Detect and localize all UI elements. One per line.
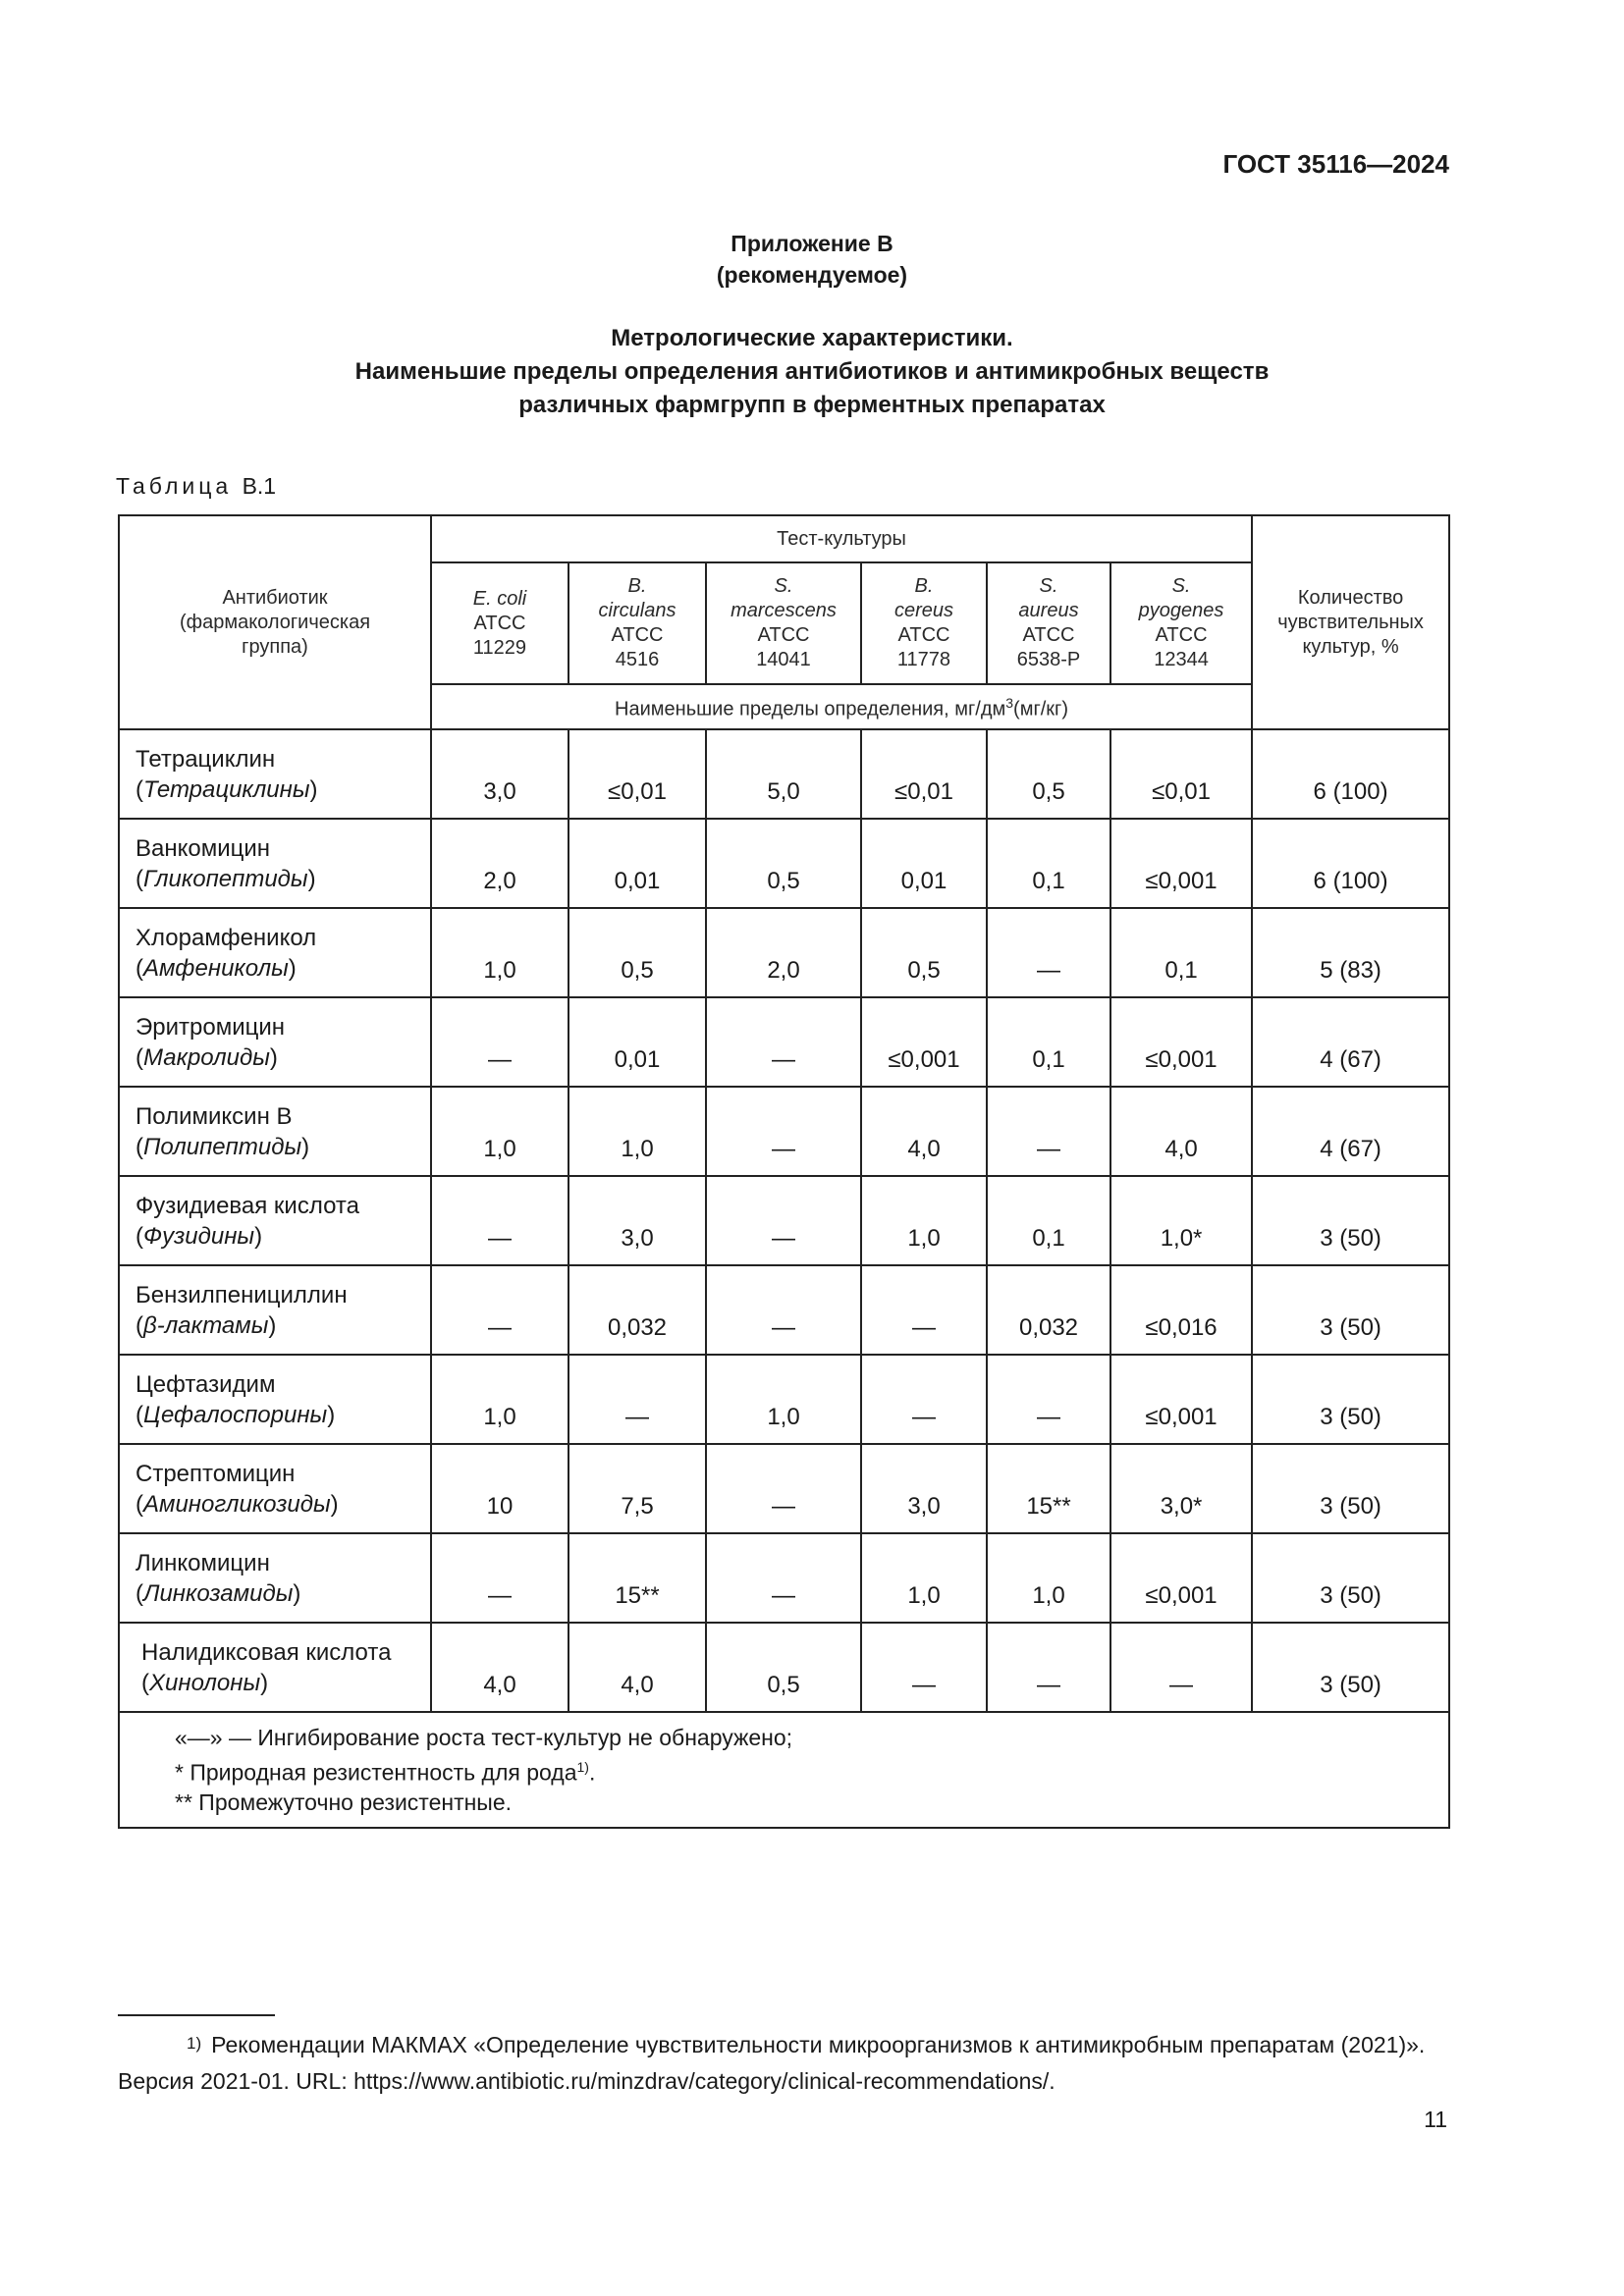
limit-value-cell: — [987, 908, 1110, 997]
title-line-2: Наименьшие пределы определения антибиотиков и антимикробных веществ [354, 358, 1270, 385]
table-row [119, 1087, 1449, 1176]
antibiotic-cell [119, 1176, 431, 1265]
limit-value-cell: ≤0,001 [861, 997, 987, 1087]
limit-value-cell: 0,5 [861, 908, 987, 997]
antibiotic-name: Хлорамфеникол [135, 924, 317, 951]
antibiotic-group: (Фузидины) [135, 1222, 263, 1250]
limit-value-cell: 0,5 [568, 908, 706, 997]
note-natural-resistance: * Природная резистентность для рода$^{1)}$. [175, 1759, 596, 1786]
limit-value-cell: 5,0 [706, 729, 861, 819]
antibiotic-cell [119, 729, 431, 819]
table-row [119, 908, 1449, 997]
limit-value-cell: ≤0,01 [568, 729, 706, 819]
limit-value-cell: — [987, 1087, 1110, 1176]
annex-heading [0, 228, 1624, 291]
antibiotic-name: Стрептомицин [135, 1460, 296, 1487]
limit-value-cell: 0,1 [1110, 908, 1252, 997]
antibiotic-name: Эритромицин [135, 1013, 286, 1041]
limit-value-cell: 1,0 [861, 1176, 987, 1265]
table-row [119, 819, 1449, 908]
limit-value-cell: — [706, 1444, 861, 1533]
table-row [119, 729, 1449, 819]
table-row [119, 1623, 1449, 1712]
antibiotic-name: Фузидиевая кислота [135, 1192, 359, 1219]
antibiotic-group: (Тетрациклины) [135, 775, 318, 803]
limit-value-cell: 1,0 [431, 908, 568, 997]
antibiotic-name: Ванкомицин [135, 834, 271, 862]
count-cell: 4 (67) [1252, 1087, 1449, 1176]
limit-value-cell: 0,1 [987, 819, 1110, 908]
limit-value-cell: 0,01 [568, 997, 706, 1087]
table-row [119, 997, 1449, 1087]
standard-code: ГОСТ 35116—2024 [1222, 149, 1449, 179]
limit-value-cell: ≤0,01 [861, 729, 987, 819]
antibiotic-name: Цефтазидим [135, 1370, 276, 1398]
antibiotic-group: (Гликопептиды) [135, 865, 316, 892]
limits-table [118, 514, 1450, 1829]
footnote-text: Рекомендации МАКМАХ «Определение чувствительности микроорганизмов к антимикробным препаратам (2021)». Версия 2021-01. URL: https://www.antibiotic.ru/minzdrav/category/clinical-recommendations/. [118, 2032, 1426, 2094]
antibiotic-cell [119, 1623, 431, 1712]
limit-value-cell: — [861, 1265, 987, 1355]
title-line-3: различных фармгрупп в ферментных препаратах [518, 392, 1106, 418]
limit-value-cell: 3,0 [568, 1176, 706, 1265]
antibiotic-group: (Амфениколы) [135, 954, 297, 982]
count-cell: 3 (50) [1252, 1176, 1449, 1265]
limit-value-cell: 3,0 [861, 1444, 987, 1533]
limit-value-cell: 0,5 [706, 1623, 861, 1712]
limit-value-cell: 10 [431, 1444, 568, 1533]
antibiotic-group: (Линкозамиды) [135, 1579, 301, 1607]
limit-value-cell: 1,0 [431, 1087, 568, 1176]
antibiotic-cell [119, 819, 431, 908]
limit-value-cell: 1,0 [706, 1355, 861, 1444]
antibiotic-name: Налидиксовая кислота [141, 1638, 392, 1666]
limit-value-cell: 15** [987, 1444, 1110, 1533]
count-cell: 5 (83) [1252, 908, 1449, 997]
limit-value-cell: 1,0 [568, 1087, 706, 1176]
limit-value-cell: — [987, 1355, 1110, 1444]
antibiotic-group: (Цефалоспорины) [135, 1401, 336, 1428]
antibiotic-name: Бензилпенициллин [135, 1281, 348, 1308]
limit-value-cell: 0,032 [987, 1265, 1110, 1355]
count-cell: 3 (50) [1252, 1265, 1449, 1355]
limit-value-cell: — [861, 1623, 987, 1712]
antibiotic-name: Тетрациклин [135, 745, 276, 773]
limit-value-cell: ≤0,016 [1110, 1265, 1252, 1355]
limit-value-cell: 1,0* [1110, 1176, 1252, 1265]
antibiotic-cell [119, 1355, 431, 1444]
header-test-cultures: Тест-культуры [431, 515, 1252, 562]
limit-value-cell: 2,0 [431, 819, 568, 908]
antibiotic-group: (Хинолоны) [141, 1669, 269, 1696]
annex-title: Приложение В [731, 231, 893, 256]
limit-value-cell: 4,0 [861, 1087, 987, 1176]
header-count: Количество чувствительных культур, % [1252, 515, 1449, 729]
limit-value-cell: — [987, 1623, 1110, 1712]
table-row [119, 1444, 1449, 1533]
antibiotic-cell [119, 1265, 431, 1355]
footnote-mark: 1) [187, 2034, 202, 2053]
culture-b-circulans: B. circulans ATCC 4516 [568, 562, 706, 684]
count-cell: 3 (50) [1252, 1623, 1449, 1712]
limit-value-cell: ≤0,001 [1110, 997, 1252, 1087]
limit-value-cell: — [431, 1533, 568, 1623]
limit-value-cell: — [1110, 1623, 1252, 1712]
antibiotic-cell [119, 997, 431, 1087]
table-label [116, 473, 276, 500]
limit-value-cell: 2,0 [706, 908, 861, 997]
limit-value-cell: 4,0 [568, 1623, 706, 1712]
limit-value-cell: — [431, 1265, 568, 1355]
limit-value-cell: 4,0 [431, 1623, 568, 1712]
limit-value-cell: 0,1 [987, 1176, 1110, 1265]
limit-value-cell: — [706, 1533, 861, 1623]
limit-value-cell: — [861, 1355, 987, 1444]
count-cell: 3 (50) [1252, 1533, 1449, 1623]
limit-value-cell: — [706, 1176, 861, 1265]
count-cell: 3 (50) [1252, 1355, 1449, 1444]
antibiotic-cell [119, 1533, 431, 1623]
limit-value-cell: — [431, 1176, 568, 1265]
limit-value-cell: 0,5 [706, 819, 861, 908]
limit-value-cell: 0,5 [987, 729, 1110, 819]
limit-value-cell: — [706, 1265, 861, 1355]
culture-s-pyogenes: S. pyogenes ATCC 12344 [1110, 562, 1252, 684]
antibiotic-group: (Полипептиды) [135, 1133, 310, 1160]
limit-value-cell: ≤0,001 [1110, 1355, 1252, 1444]
footnote [118, 2028, 1453, 2098]
header-antibiotic: Антибиотик (фармакологическая группа) [119, 515, 431, 729]
count-cell: 4 (67) [1252, 997, 1449, 1087]
document-title [0, 322, 1624, 422]
note-intermediate: ** Промежуточно резистентные. [175, 1789, 513, 1815]
table-row [119, 1176, 1449, 1265]
footnote-separator [118, 2014, 275, 2016]
page-number: 11 [1424, 2107, 1447, 2132]
limit-value-cell: 1,0 [861, 1533, 987, 1623]
culture-b-cereus: B. cereus ATCC 11778 [861, 562, 987, 684]
limit-value-cell: 3,0 [431, 729, 568, 819]
limit-value-cell: — [706, 997, 861, 1087]
limit-value-cell: 0,1 [987, 997, 1110, 1087]
antibiotic-cell [119, 1087, 431, 1176]
table-label-word: Таблица [116, 473, 233, 499]
limit-value-cell: 7,5 [568, 1444, 706, 1533]
limit-value-cell: 0,01 [568, 819, 706, 908]
header-units: Наименьшие пределы определения, $мг/дм^3(мг/кг)$ [431, 684, 1252, 729]
culture-s-marcescens: S. marcescens ATCC 14041 [706, 562, 861, 684]
count-cell: 3 (50) [1252, 1444, 1449, 1533]
culture-e-coli: E. coli ATCC 11229 [431, 562, 568, 684]
limit-value-cell: — [706, 1087, 861, 1176]
antibiotic-name: Линкомицин [135, 1549, 270, 1576]
antibiotic-group: (Макролиды) [135, 1043, 278, 1071]
limit-value-cell: 0,032 [568, 1265, 706, 1355]
table-row [119, 1355, 1449, 1444]
annex-status: (рекомендуемое) [716, 262, 908, 288]
limit-value-cell: — [568, 1355, 706, 1444]
limit-value-cell: 15** [568, 1533, 706, 1623]
title-line-1: Метрологические характеристики. [611, 325, 1013, 351]
limit-value-cell: — [431, 997, 568, 1087]
note-dash: «—» — Ингибирование роста тест-культур не обнаружено; [175, 1725, 793, 1750]
limit-value-cell: 1,0 [987, 1533, 1110, 1623]
limit-value-cell: 4,0 [1110, 1087, 1252, 1176]
limit-value-cell: 1,0 [431, 1355, 568, 1444]
limit-value-cell: 3,0* [1110, 1444, 1252, 1533]
antibiotic-cell [119, 908, 431, 997]
limit-value-cell: ≤0,001 [1110, 1533, 1252, 1623]
antibiotic-group: (β-лактамы) [135, 1311, 277, 1339]
antibiotic-group: (Аминогликозиды) [135, 1490, 339, 1518]
table-row [119, 1533, 1449, 1623]
table-notes [119, 1712, 1449, 1828]
limit-value-cell: ≤0,01 [1110, 729, 1252, 819]
antibiotic-name: Полимиксин В [135, 1102, 293, 1130]
antibiotic-cell [119, 1444, 431, 1533]
table-label-number: В.1 [242, 473, 277, 499]
count-cell: 6 (100) [1252, 819, 1449, 908]
culture-s-aureus: S. aureus ATCC 6538-P [987, 562, 1110, 684]
table-row [119, 1265, 1449, 1355]
limit-value-cell: ≤0,001 [1110, 819, 1252, 908]
count-cell: 6 (100) [1252, 729, 1449, 819]
limit-value-cell: 0,01 [861, 819, 987, 908]
